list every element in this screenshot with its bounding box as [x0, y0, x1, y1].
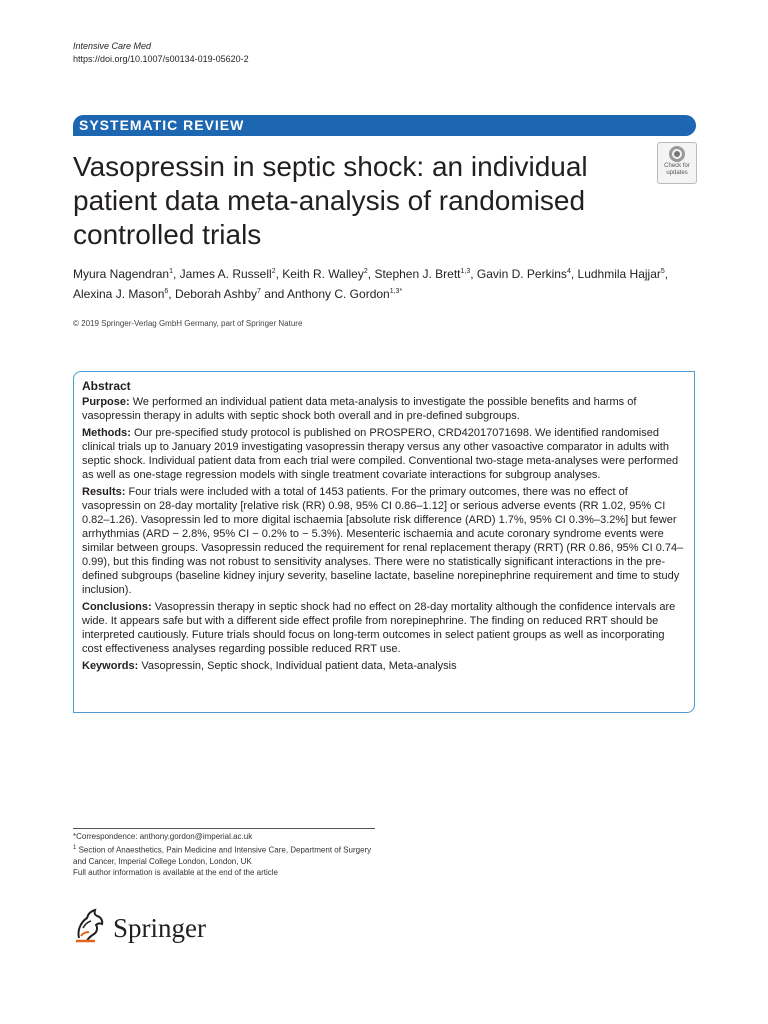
author-affiliation: 2: [271, 268, 276, 275]
journal-name: Intensive Care Med: [73, 41, 152, 51]
author-affiliation: 6: [164, 288, 169, 295]
methods-label: Methods:: [82, 427, 131, 439]
article-title: Vasopressin in septic shock: an individual patient data meta-analysis of randomised controlled trials: [73, 151, 588, 250]
author-affiliation: 1: [169, 268, 173, 275]
correspondence[interactable]: *Correspondence: anthony.gordon@imperial.ac.uk: [73, 832, 253, 841]
footnote: [73, 828, 375, 879]
springer-logo[interactable]: [73, 908, 233, 948]
author-affiliation: 4: [566, 268, 571, 275]
abstract-heading: Abstract: [82, 379, 131, 393]
springer-horse-icon: [73, 908, 107, 944]
purpose-label: Purpose:: [82, 396, 130, 408]
publisher-name: Springer: [113, 913, 206, 943]
keywords-text: Vasopressin, Septic shock, Individual patient data, Meta-analysis: [141, 660, 457, 672]
article-type-banner: SYSTEMATIC REVIEW: [73, 115, 696, 136]
authors-joiner: and: [264, 287, 285, 301]
author: Alexina J. Mason: [73, 287, 165, 301]
author-affiliation: 7: [257, 288, 261, 295]
abstract-conclusions: [82, 600, 686, 656]
author: Keith R. Walley: [282, 267, 364, 281]
author-affiliation: 2: [363, 268, 368, 275]
author-list: Myura Nagendran$^1$, James A. Russell$^2$, Keith R. Walley$^2$, Stephen J. Brett$^{1,3}$, Gavin D. Perkins$^4$, Ludhmila Hajjar$^5$, Alexina J. Mason$^6$, Deborah Ashby$^7$ and Anthony C. Gordon$^{1,3*}$: [73, 267, 669, 301]
results-label: Results:: [82, 486, 126, 498]
author: Anthony C. Gordon: [286, 287, 390, 301]
author: Stephen J. Brett: [374, 267, 461, 281]
check-updates-icon: [669, 146, 685, 162]
author: Ludhmila Hajjar: [577, 267, 661, 281]
author: Deborah Ashby: [174, 287, 258, 301]
conclusions-label: Conclusions:: [82, 601, 152, 613]
check-updates-label-1: Check for: [664, 163, 690, 169]
keywords-label: Keywords:: [82, 660, 139, 672]
author: Gavin D. Perkins: [476, 267, 567, 281]
purpose-text: We performed an individual patient data meta-analysis to investigate the possible benefits and harms of vasopressin therapy in adults with septic shock both overall and in pre-defined subgroups.: [82, 396, 637, 422]
author-affiliation: 1,3*: [389, 288, 403, 295]
methods-text: Our pre-specified study protocol is published on PROSPERO, CRD42017071698. We identified randomised clinical trials up to January 2019 investigating vasopressin therapy versus any other vasoactive comparator in adults with septic shock. Individual patient data from each trial were compiled. Conventional two-stage meta-analyses were performed as well as one-stage regression models with single treatment covariate interactions for subgroup analyses.: [82, 427, 679, 481]
check-for-updates-badge[interactable]: [657, 142, 697, 184]
journal-info: [73, 40, 249, 66]
abstract-box: [73, 371, 695, 713]
copyright-notice: © 2019 Springer-Verlag GmbH Germany, part of Springer Nature: [73, 319, 303, 328]
author-affiliation: 5: [660, 268, 665, 275]
affiliation-1: [73, 843, 375, 868]
doi-link[interactable]: https://doi.org/10.1007/s00134-019-05620-2: [73, 54, 249, 64]
abstract-methods: [82, 426, 686, 482]
abstract-purpose: [82, 395, 686, 423]
abstract-results: [82, 485, 686, 597]
results-text: Four trials were included with a total of 1453 patients. For the primary outcomes, there was no effect of vasopressin on 28-day mortality [relative risk (RR) 0.98, 95% CI 0.86–1.12] or serious adverse events (RR 1.02, 95% CI 0.82–1.26). Vasopressin led to more digital ischaemia [absolute risk difference (ARD) 1.7%, 95% CI 0.3%–3.2%] but fewer arrhythmias (ARD − 2.8%, 95% CI − 0.2% to − 5.3%). Mesenteric ischaemia and acute coronary syndrome events were similar between groups. Vasopressin reduced the requirement for renal replacement therapy (RRT) (RR 0.86, 95% CI 0.74–0.99), but this finding was not robust to sensitivity analyses. There were no statistically significant interactions in the pre-defined subgroups (baseline kidney injury severity, baseline lactate, baseline norepinephrine requirement and time to study inclusion).: [82, 486, 684, 596]
conclusions-text: Vasopressin therapy in septic shock had no effect on 28-day mortality although the confidence intervals are wide. It appears safe but with a different side effect profile from norepinephrine. The finding on reduced RRT should be interpreted cautiously. Future trials should focus on long-term outcomes in select patient groups as well as incorporating cost effectiveness analyses regarding possible reduced RRT use.: [82, 601, 676, 655]
abstract-keywords: [82, 659, 686, 673]
author: James A. Russell: [179, 267, 272, 281]
author-info-note: Full author information is available at the end of the article: [73, 868, 279, 878]
author-affiliation: 1,3: [460, 268, 471, 275]
check-updates-label-2: updates: [666, 170, 688, 176]
affiliation-text: Section of Anaesthetics, Pain Medicine and Intensive Care, Department of Surgery and Cancer, Imperial College London, London, UK: [73, 845, 372, 866]
affiliation-sup: 1: [73, 844, 77, 851]
author: Myura Nagendran: [73, 267, 170, 281]
